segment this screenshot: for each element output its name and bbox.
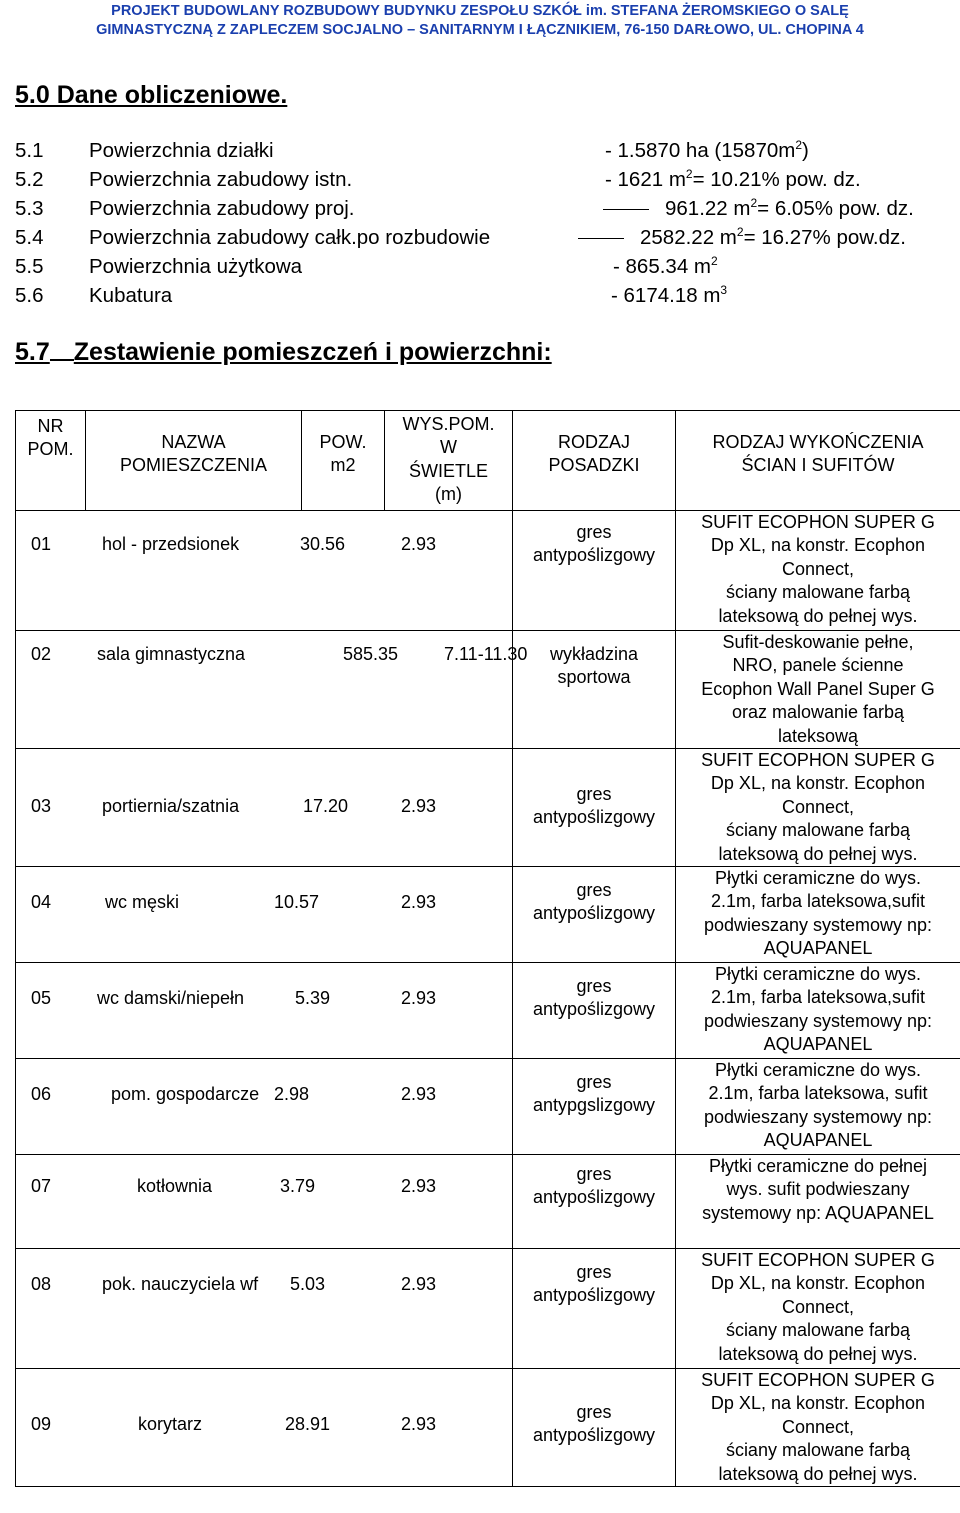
floor-type-line: gres <box>576 1402 612 1423</box>
finish-type-line: Płytki ceramiczne do pełnej <box>708 1156 928 1177</box>
room-data-cell <box>16 1369 513 1487</box>
room-data-cell <box>16 1155 513 1249</box>
finish-type-line: podwieszany systemowy np: <box>703 1010 933 1031</box>
summary-value: - 865.34 $m^2$ <box>613 254 718 278</box>
floor-type-line: antypgslizgowy <box>532 1095 656 1116</box>
finish-type-line: ściany malowane farbą <box>725 1320 911 1341</box>
room-number: 06 <box>31 1084 52 1105</box>
room-data-cell <box>16 867 513 963</box>
room-name: portiernia/szatnia <box>102 796 240 817</box>
floor-type-line: antypoślizgowy <box>532 1425 656 1446</box>
room-number: 04 <box>31 892 52 913</box>
finish-type-line: podwieszany systemowy np: <box>703 1106 933 1127</box>
floor-type-cell <box>513 631 676 749</box>
summary-number: 5.1 <box>15 139 44 162</box>
floor-type-cell <box>513 1155 676 1249</box>
room-data-cell <box>16 631 528 749</box>
table-row <box>16 867 960 963</box>
summary-number: 5.3 <box>15 197 44 220</box>
room-height: 2.93 <box>401 796 437 817</box>
finish-type-line: ściany malowane farbą <box>725 582 911 603</box>
finish-type-line: Dp XL, na konstr. Ecophon <box>710 1393 926 1414</box>
summary-value: - 1.5870 ha $(15870m^2)$ <box>605 138 809 162</box>
finish-type-line: AQUAPANEL <box>763 1034 873 1055</box>
floor-type-line: antypoślizgowy <box>532 1187 656 1208</box>
finish-type-cell <box>676 749 960 867</box>
summary-value: 961.22 $m^2= 6.05\%$ pow. dz. <box>603 194 914 223</box>
room-area: 3.79 <box>280 1176 316 1197</box>
table-row <box>16 1059 960 1155</box>
finish-type-cell <box>676 963 960 1059</box>
room-height: 2.93 <box>401 1176 437 1197</box>
summary-label: Powierzchnia użytkowa <box>89 255 303 278</box>
finish-type-line: SUFIT ECOPHON SUPER G <box>701 1250 935 1271</box>
room-data-cell <box>16 511 513 631</box>
floor-type-line: gres <box>576 1164 612 1185</box>
room-name: wc męski <box>105 892 180 913</box>
section-2-title <box>15 332 552 372</box>
summary-value: - 6174.18 $m^3$ <box>611 283 728 307</box>
table-row <box>16 1155 960 1249</box>
room-data-cell <box>16 1249 513 1369</box>
finish-type-line: 2.1m, farba lateksowa,sufit <box>710 891 926 912</box>
finish-type-line: SUFIT ECOPHON SUPER G <box>701 750 935 771</box>
finish-type-line: 2.1m, farba lateksowa, sufit <box>708 1083 928 1104</box>
room-number: 02 <box>31 644 52 664</box>
room-height: 2.93 <box>401 1414 437 1435</box>
document-header <box>0 2 960 40</box>
finish-type-cell <box>676 867 960 963</box>
finish-type-line: ściany malowane farbą <box>725 1440 911 1461</box>
summary-label: Powierzchnia działki <box>89 139 274 162</box>
floor-type-line: gres <box>576 1072 612 1093</box>
finish-type-line: lateksową do pełnej wys. <box>718 1343 918 1364</box>
floor-type-line: antypoślizgowy <box>532 807 656 828</box>
finish-type-line: Dp XL, na konstr. Ecophon <box>710 1273 926 1294</box>
floor-type-line: antypoślizgowy <box>532 999 656 1020</box>
finish-type-line: podwieszany systemowy np: <box>703 914 933 935</box>
dash-line <box>603 209 649 210</box>
rooms-table <box>15 410 960 1487</box>
summary-number: 5.4 <box>15 226 44 249</box>
floor-type-cell <box>513 963 676 1059</box>
finish-type-line: SUFIT ECOPHON SUPER G <box>701 512 935 532</box>
table-row <box>16 749 960 867</box>
finish-type-line: AQUAPANEL <box>763 1130 873 1151</box>
room-area: 2.98 <box>274 1084 310 1105</box>
finish-type-line: lateksową do pełnej wys. <box>718 1463 918 1484</box>
summary-row <box>15 136 955 165</box>
finish-type-cell <box>676 1369 960 1487</box>
finish-type-line: Płytki ceramiczne do wys. <box>714 964 922 985</box>
finish-type-cell <box>676 1059 960 1155</box>
floor-type-line: gres <box>576 784 612 805</box>
dash-line <box>578 238 624 239</box>
floor-type-cell <box>513 1369 676 1487</box>
header-height: WYS.POM. W ŚWIETLE (m) <box>385 411 513 511</box>
room-name: wc damski/niepełn <box>97 988 245 1009</box>
floor-type-line: gres <box>576 976 612 997</box>
header-finish: RODZAJ WYKOŃCZENIA ŚCIAN I SUFITÓW <box>676 411 960 511</box>
finish-type-line: 2.1m, farba lateksowa,sufit <box>710 987 926 1008</box>
finish-type-line: Dp XL, na konstr. Ecophon <box>710 535 926 556</box>
floor-type-cell <box>513 1059 676 1155</box>
summary-value: - 1621 $m^2= 10.21\%$ pow. dz. <box>605 167 861 191</box>
header-name: NAZWA POMIESZCZENIA <box>86 411 302 511</box>
floor-type-line: gres <box>576 1262 612 1283</box>
floor-type-cell <box>513 511 676 631</box>
floor-type-cell <box>513 1249 676 1369</box>
section-2-heading: Zestawienie pomieszczeń i powierzchni: <box>73 338 552 366</box>
finish-type-line: systemowy np: AQUAPANEL <box>702 1202 934 1223</box>
header-floor: RODZAJ POSADZKI <box>513 411 676 511</box>
room-number: 05 <box>31 988 52 1009</box>
table-row <box>16 511 960 631</box>
finish-type-cell <box>676 631 960 749</box>
finish-type-line: AQUAPANEL <box>763 938 873 959</box>
finish-type-line: Connect, <box>781 558 855 579</box>
header-nr: NR POM. <box>16 411 86 511</box>
room-name: hol - przedsionek <box>102 534 240 554</box>
table-header-row <box>16 411 960 511</box>
room-height: 2.93 <box>401 1274 437 1295</box>
finish-type-line: lateksową <box>777 725 859 746</box>
floor-type-line: gres <box>576 880 612 901</box>
header-line-2: GIMNASTYCZNĄ Z ZAPLECZEM SOCJALNO – SANITARNYM I ŁĄCZNIKIEM, 76-150 DARŁOWO, UL. CHOPINA 4 <box>96 22 864 38</box>
room-number: 09 <box>31 1414 52 1435</box>
summary-row <box>15 194 955 223</box>
room-number: 08 <box>31 1274 52 1295</box>
finish-type-line: Płytki ceramiczne do wys. <box>714 868 922 889</box>
room-area: 5.39 <box>295 988 331 1009</box>
summary-row <box>15 165 955 194</box>
room-area: 10.57 <box>274 892 320 913</box>
room-area: 28.91 <box>285 1414 331 1435</box>
finish-type-line: Connect, <box>781 1416 855 1437</box>
summary-list <box>15 136 955 310</box>
finish-type-line: NRO, panele ścienne <box>732 655 904 676</box>
room-name: pom. gospodarcze <box>111 1084 260 1105</box>
room-name: pok. nauczyciela wf <box>102 1274 259 1295</box>
finish-type-line: Sufit-deskowanie pełne, <box>722 632 914 652</box>
section-2-number: 5.7 <box>15 338 50 366</box>
floor-type-line: gres <box>576 522 612 542</box>
room-data-cell <box>16 749 513 867</box>
summary-label: Powierzchnia zabudowy proj. <box>89 197 355 220</box>
finish-type-line: oraz malowanie farbą <box>731 702 905 723</box>
header-line-1: PROJEKT BUDOWLANY ROZBUDOWY BUDYNKU ZESPOŁU SZKÓŁ im. STEFANA ŻEROMSKIEGO O SALĘ <box>111 3 849 19</box>
room-area: 585.35 <box>343 644 399 664</box>
summary-number: 5.2 <box>15 168 44 191</box>
floor-type-line: antypoślizgowy <box>532 545 656 566</box>
summary-number: 5.5 <box>15 255 44 278</box>
finish-type-cell <box>676 1155 960 1249</box>
room-number: 01 <box>31 534 52 554</box>
room-name: sala gimnastyczna <box>97 644 246 664</box>
floor-type-cell <box>513 867 676 963</box>
room-height: 2.93 <box>401 534 437 554</box>
summary-number: 5.6 <box>15 284 44 307</box>
summary-label: Powierzchnia zabudowy całk.po rozbudowie <box>89 226 491 249</box>
room-area: 5.03 <box>290 1274 326 1295</box>
table-row <box>16 963 960 1059</box>
floor-type-line: antypoślizgowy <box>532 903 656 924</box>
floor-type-line: antypoślizgowy <box>532 1285 656 1306</box>
finish-type-line: wys. sufit podwieszany <box>726 1179 910 1200</box>
summary-row <box>15 223 955 252</box>
floor-type-cell <box>513 749 676 867</box>
finish-type-line: SUFIT ECOPHON SUPER G <box>701 1370 935 1391</box>
finish-type-line: Connect, <box>781 1296 855 1317</box>
table-row <box>16 1249 960 1369</box>
table-row <box>16 631 960 749</box>
room-number: 03 <box>31 796 52 817</box>
room-number: 07 <box>31 1176 52 1197</box>
section-title: 5.0 Dane obliczeniowe. <box>15 81 288 109</box>
room-name: kotłownia <box>137 1176 213 1197</box>
room-area: 30.56 <box>300 534 346 554</box>
room-height: 2.93 <box>401 988 437 1009</box>
finish-type-line: Connect, <box>781 796 855 817</box>
summary-row <box>15 281 955 310</box>
room-data-cell <box>16 963 513 1059</box>
finish-type-line: Płytki ceramiczne do wys. <box>714 1060 922 1081</box>
room-name: korytarz <box>138 1414 203 1435</box>
room-data-cell <box>16 1059 513 1155</box>
finish-type-line: Dp XL, na konstr. Ecophon <box>710 773 926 794</box>
floor-type-line: wykładzina <box>549 644 639 664</box>
room-height: 7.11-11.30 <box>444 644 528 664</box>
floor-type-line: sportowa <box>557 667 631 688</box>
summary-value: 2582.22 $m^2= 16.27\%$ pow.dz. <box>578 223 906 252</box>
finish-type-cell <box>676 1249 960 1369</box>
summary-row <box>15 252 955 281</box>
header-area: POW. m2 <box>302 411 385 511</box>
finish-type-line: ściany malowane farbą <box>725 820 911 841</box>
finish-type-line: lateksową do pełnej wys. <box>718 605 918 626</box>
summary-label: Kubatura <box>89 284 173 307</box>
room-height: 2.93 <box>401 892 437 913</box>
summary-label: Powierzchnia zabudowy istn. <box>89 168 353 191</box>
finish-type-cell <box>676 511 960 631</box>
room-area: 17.20 <box>303 796 349 817</box>
table-row <box>16 1369 960 1487</box>
finish-type-line: Ecophon Wall Panel Super G <box>701 678 935 699</box>
room-height: 2.93 <box>401 1084 437 1105</box>
finish-type-line: lateksową do pełnej wys. <box>718 843 918 864</box>
